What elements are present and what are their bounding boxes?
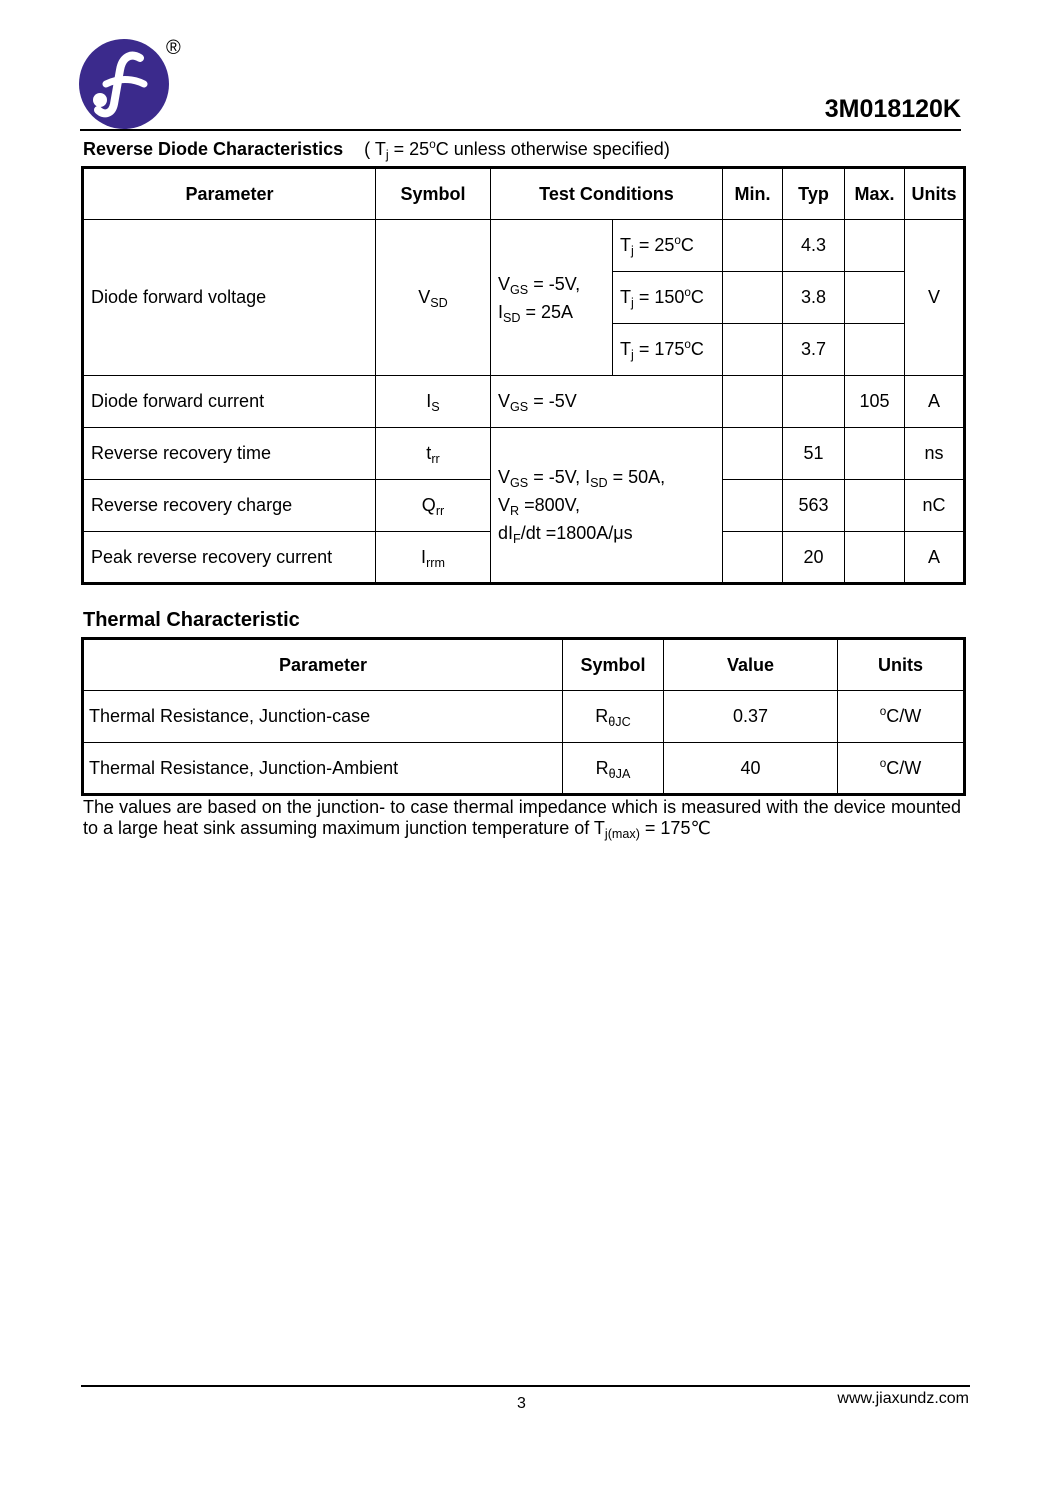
- trr-units: ns: [905, 428, 965, 480]
- company-logo: [78, 38, 170, 130]
- thermal-table: [81, 637, 966, 796]
- registered-mark: ®: [166, 37, 181, 59]
- rthja-units: $^o$C/W: [838, 743, 965, 795]
- vsd-min-175c: [723, 324, 783, 376]
- vsd-parameter: Diode forward voltage: [83, 220, 376, 376]
- qrr-min: [723, 480, 783, 532]
- is-parameter: Diode forward current: [83, 376, 376, 428]
- rthja-value: 40: [664, 743, 838, 795]
- is-typ: [783, 376, 845, 428]
- reverse-diode-heading: [83, 137, 670, 162]
- col-header-typ: Typ: [783, 168, 845, 220]
- trr-typ: 51: [783, 428, 845, 480]
- header-rule: [80, 129, 961, 131]
- vsd-conditions: $V_{GS} = -5V$, $I_{SD} = 25A$: [491, 220, 613, 376]
- col-header-symbol: Symbol: [563, 639, 664, 691]
- trr-min: [723, 428, 783, 480]
- vsd-max-175c: [845, 324, 905, 376]
- rthjc-parameter: Thermal Resistance, Junction-case: [83, 691, 563, 743]
- qrr-typ: 563: [783, 480, 845, 532]
- is-max: 105: [845, 376, 905, 428]
- vsd-subcondition-150c: $T_j = 150^oC$: [613, 272, 723, 324]
- vsd-subcondition-175c: $T_j = 175^oC$: [613, 324, 723, 376]
- col-header-units: Units: [838, 639, 965, 691]
- table-header-row: [83, 639, 965, 691]
- reverse-diode-table: [81, 166, 966, 585]
- col-header-test-conditions: Test Conditions: [491, 168, 723, 220]
- vsd-typ-150c: 3.8: [783, 272, 845, 324]
- page-number: 3: [517, 1395, 526, 1412]
- col-header-parameter: Parameter: [83, 168, 376, 220]
- vsd-subcondition-25c: $T_j = 25^oC$: [613, 220, 723, 272]
- table-row: [83, 691, 965, 743]
- vsd-typ-175c: 3.7: [783, 324, 845, 376]
- irrm-min: [723, 532, 783, 584]
- vsd-typ-25c: 4.3: [783, 220, 845, 272]
- trr-symbol: $t_{rr}$: [376, 428, 491, 480]
- irrm-symbol: $I_{rrm}$: [376, 532, 491, 584]
- col-header-units: Units: [905, 168, 965, 220]
- qrr-units: nC: [905, 480, 965, 532]
- reverse-diode-condition-note: ( $T_j = 25^oC$ unless otherwise specified): [364, 137, 670, 162]
- rthja-symbol: $R_{\theta JA}$: [563, 743, 664, 795]
- irrm-typ: 20: [783, 532, 845, 584]
- qrr-parameter: Reverse recovery charge: [83, 480, 376, 532]
- vsd-min-150c: [723, 272, 783, 324]
- qrr-symbol: $Q_{rr}$: [376, 480, 491, 532]
- thermal-footnote: The values are based on the junction- to case thermal impedance which is measured with the device mounted to a large heat sink assuming maximum junction temperature of $T_{j(max)}$ = 175℃: [83, 797, 961, 841]
- col-header-symbol: Symbol: [376, 168, 491, 220]
- trr-max: [845, 428, 905, 480]
- vsd-max-25c: [845, 220, 905, 272]
- rthjc-value: 0.37: [664, 691, 838, 743]
- vsd-symbol: $V_{SD}$: [376, 220, 491, 376]
- vsd-max-150c: [845, 272, 905, 324]
- vsd-units: V: [905, 220, 965, 376]
- is-units: A: [905, 376, 965, 428]
- col-header-min: Min.: [723, 168, 783, 220]
- col-header-parameter: Parameter: [83, 639, 563, 691]
- website-link[interactable]: www.jiaxundz.com: [837, 1390, 969, 1407]
- irrm-units: A: [905, 532, 965, 584]
- rthja-parameter: Thermal Resistance, Junction-Ambient: [83, 743, 563, 795]
- is-conditions: $V_{GS} = -5V$: [491, 376, 723, 428]
- qrr-max: [845, 480, 905, 532]
- footer-rule: [81, 1385, 970, 1387]
- thermal-heading: [83, 610, 300, 630]
- is-symbol: $I_S$: [376, 376, 491, 428]
- table-row: [83, 376, 965, 428]
- rthjc-symbol: $R_{\theta JC}$: [563, 691, 664, 743]
- recovery-conditions: $V_{GS} = -5V$, $I_{SD} = 50A$, $V_R =800V$, $dI_F/dt =1800A/\mu s$: [491, 428, 723, 584]
- reverse-diode-title: Reverse Diode Characteristics: [83, 139, 344, 159]
- irrm-parameter: Peak reverse recovery current: [83, 532, 376, 584]
- table-row: [83, 743, 965, 795]
- table-row: [83, 428, 965, 480]
- col-header-value: Value: [664, 639, 838, 691]
- table-row: [83, 220, 965, 272]
- is-min: [723, 376, 783, 428]
- trr-parameter: Reverse recovery time: [83, 428, 376, 480]
- part-number: 3M018120K: [824, 95, 961, 123]
- vsd-min-25c: [723, 220, 783, 272]
- rthjc-units: $^o$C/W: [838, 691, 965, 743]
- thermal-title: Thermal Characteristic: [83, 609, 300, 631]
- irrm-max: [845, 532, 905, 584]
- table-header-row: [83, 168, 965, 220]
- col-header-max: Max.: [845, 168, 905, 220]
